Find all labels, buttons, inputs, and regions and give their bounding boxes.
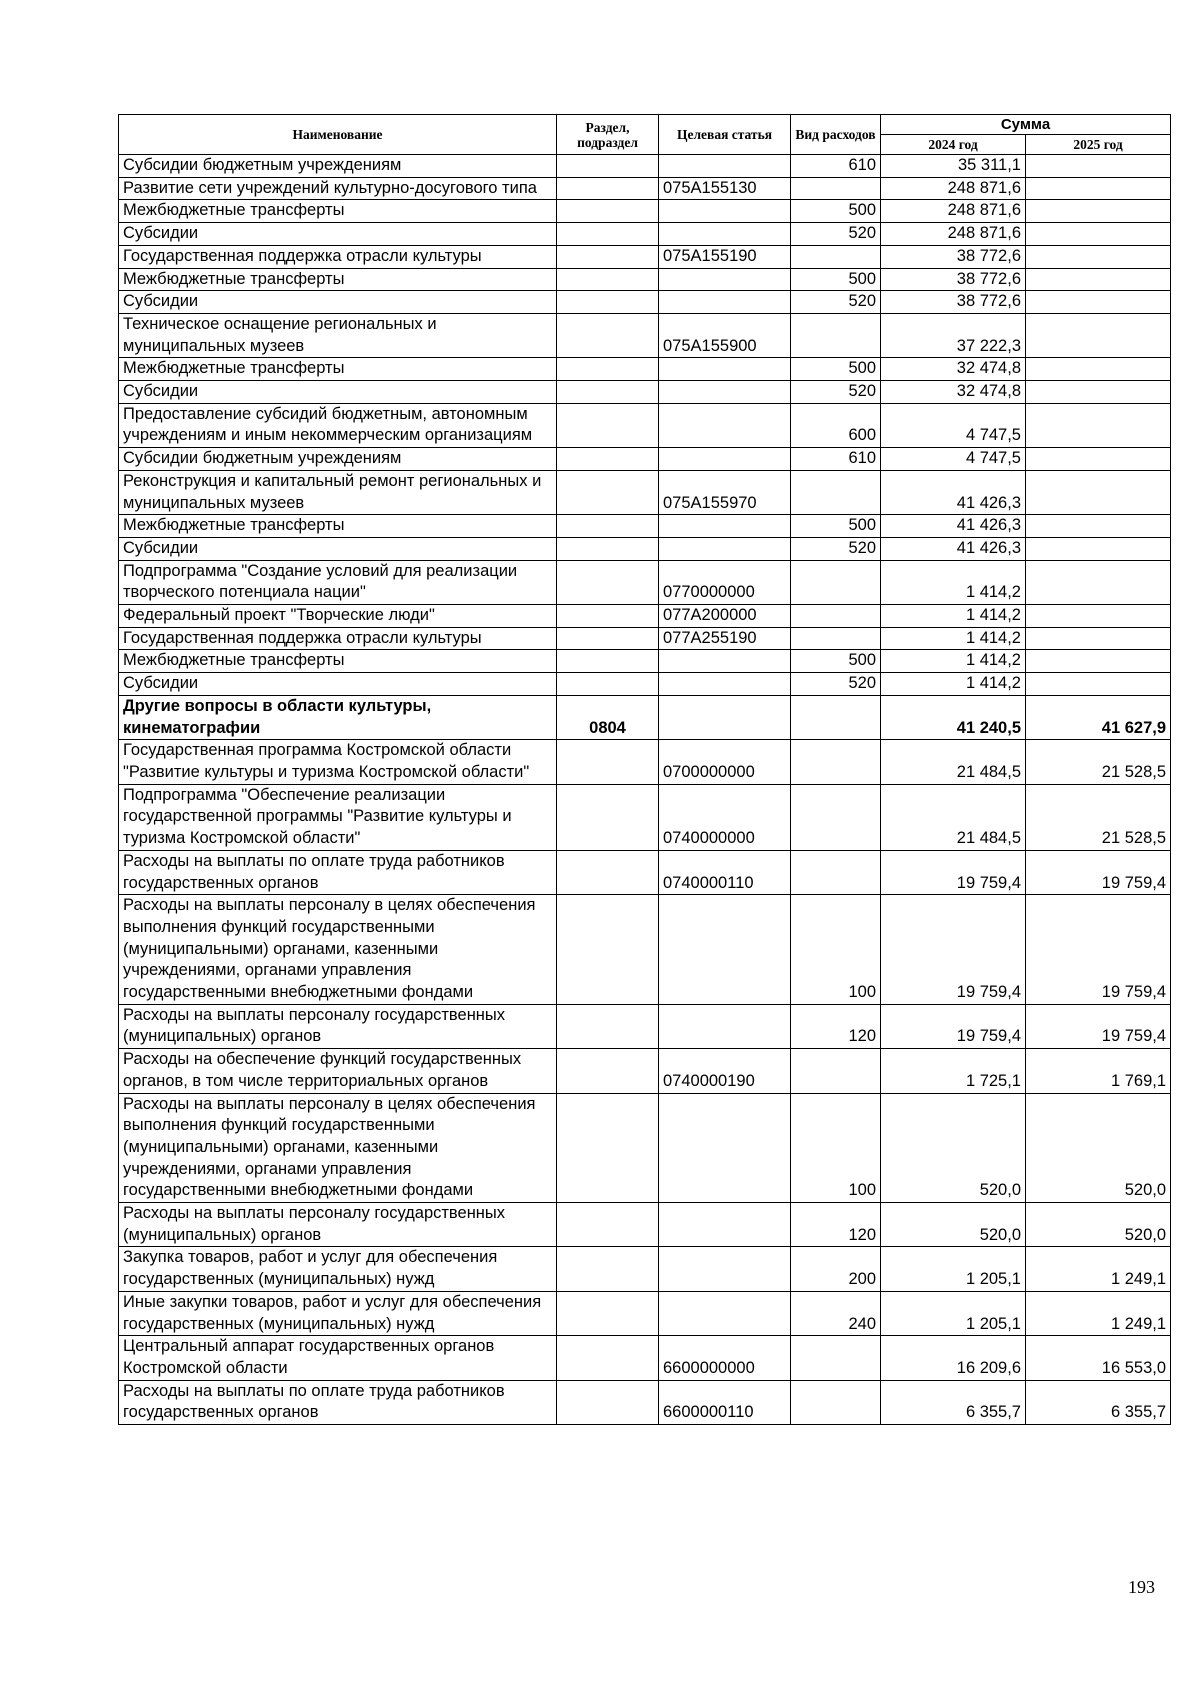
table-row: [119, 1380, 1171, 1424]
cell-target: 0740000190: [659, 1049, 791, 1093]
cell-section: [557, 605, 659, 628]
cell-target: 075A155970: [659, 470, 791, 514]
table-row: [119, 605, 1171, 628]
cell-2025: [1026, 358, 1171, 381]
table-row: [119, 695, 1171, 739]
cell-target: [659, 1203, 791, 1247]
cell-2024: 35 311,1: [881, 155, 1026, 178]
cell-2025: 19 759,4: [1026, 850, 1171, 894]
cell-vid: [791, 177, 881, 200]
cell-section: [557, 313, 659, 357]
page-number: 193: [1128, 1577, 1155, 1597]
cell-2024: 248 871,6: [881, 223, 1026, 246]
cell-name: Субсидии: [119, 223, 557, 246]
header-year-2024: 2024 год: [881, 135, 1026, 155]
cell-section: [557, 784, 659, 850]
cell-name: Государственная поддержка отрасли культуры: [119, 245, 557, 268]
cell-2024: 1 414,2: [881, 673, 1026, 696]
cell-section: [557, 470, 659, 514]
cell-2024: 41 426,3: [881, 470, 1026, 514]
cell-section: [557, 560, 659, 604]
cell-2025: 21 528,5: [1026, 740, 1171, 784]
cell-target: 0740000000: [659, 784, 791, 850]
cell-vid: 520: [791, 223, 881, 246]
cell-target: [659, 1093, 791, 1203]
cell-vid: [791, 1336, 881, 1380]
cell-target: 077A255190: [659, 627, 791, 650]
cell-vid: 240: [791, 1291, 881, 1335]
cell-vid: 100: [791, 1093, 881, 1203]
cell-target: 0770000000: [659, 560, 791, 604]
cell-name: Государственная программа Костромской области "Развитие культуры и туризма Костромской области": [119, 740, 557, 784]
cell-target: [659, 1004, 791, 1048]
cell-target: 0700000000: [659, 740, 791, 784]
cell-2025: [1026, 605, 1171, 628]
cell-vid: [791, 1380, 881, 1424]
cell-2025: 1 249,1: [1026, 1247, 1171, 1291]
cell-name: Межбюджетные трансферты: [119, 268, 557, 291]
cell-2024: 19 759,4: [881, 895, 1026, 1005]
cell-2024: 38 772,6: [881, 245, 1026, 268]
cell-vid: [791, 784, 881, 850]
cell-name: Федеральный проект "Творческие люди": [119, 605, 557, 628]
cell-2025: [1026, 245, 1171, 268]
cell-2024: 1 205,1: [881, 1247, 1026, 1291]
table-row: [119, 850, 1171, 894]
header-vid: Вид расходов: [791, 115, 881, 155]
cell-name: Развитие сети учреждений культурно-досугового типа: [119, 177, 557, 200]
cell-name: Расходы на выплаты персоналу в целях обеспечения выполнения функций государственными (муниципальными) органами, казенными учреждениями, органами управления государственными внебюджетными фондами: [119, 1093, 557, 1203]
cell-target: [659, 1247, 791, 1291]
table-row: [119, 560, 1171, 604]
cell-2025: [1026, 515, 1171, 538]
cell-target: 0740000110: [659, 850, 791, 894]
cell-2024: 32 474,8: [881, 381, 1026, 404]
cell-2024: 21 484,5: [881, 784, 1026, 850]
cell-section: [557, 1380, 659, 1424]
table-row: [119, 1203, 1171, 1247]
cell-section: [557, 291, 659, 314]
cell-name: Расходы на выплаты персоналу государственных (муниципальных) органов: [119, 1203, 557, 1247]
cell-target: [659, 537, 791, 560]
cell-2024: 19 759,4: [881, 850, 1026, 894]
table-row: [119, 223, 1171, 246]
cell-name: Субсидии: [119, 537, 557, 560]
cell-name: Расходы на выплаты по оплате труда работников государственных органов: [119, 1380, 557, 1424]
cell-2024: 520,0: [881, 1093, 1026, 1203]
cell-2025: [1026, 313, 1171, 357]
cell-target: [659, 673, 791, 696]
cell-section: [557, 200, 659, 223]
cell-2024: 1 414,2: [881, 627, 1026, 650]
header-section: Раздел, подраздел: [557, 115, 659, 155]
table-row: [119, 784, 1171, 850]
cell-target: [659, 650, 791, 673]
cell-name: Центральный аппарат государственных органов Костромской области: [119, 1336, 557, 1380]
cell-2024: 37 222,3: [881, 313, 1026, 357]
cell-2025: 520,0: [1026, 1203, 1171, 1247]
cell-target: 075A155190: [659, 245, 791, 268]
cell-vid: [791, 470, 881, 514]
cell-2025: [1026, 381, 1171, 404]
header-sum: Сумма: [881, 115, 1171, 135]
cell-section: [557, 223, 659, 246]
cell-section: [557, 381, 659, 404]
header-target: Целевая статья: [659, 115, 791, 155]
cell-target: [659, 895, 791, 1005]
cell-target: [659, 155, 791, 178]
cell-name: Государственная поддержка отрасли культуры: [119, 627, 557, 650]
cell-vid: [791, 740, 881, 784]
cell-vid: 100: [791, 895, 881, 1005]
table-row: [119, 1093, 1171, 1203]
cell-section: [557, 895, 659, 1005]
cell-2024: 41 426,3: [881, 515, 1026, 538]
table-row: [119, 381, 1171, 404]
table-row: [119, 155, 1171, 178]
cell-section: [557, 740, 659, 784]
cell-name: Межбюджетные трансферты: [119, 200, 557, 223]
cell-2024: 6 355,7: [881, 1380, 1026, 1424]
table-row: [119, 1291, 1171, 1335]
cell-name: Субсидии бюджетным учреждениям: [119, 448, 557, 471]
table-row: [119, 627, 1171, 650]
cell-name: Закупка товаров, работ и услуг для обеспечения государственных (муниципальных) нужд: [119, 1247, 557, 1291]
table-row: [119, 245, 1171, 268]
cell-target: 6600000000: [659, 1336, 791, 1380]
cell-name: Межбюджетные трансферты: [119, 358, 557, 381]
table-row: [119, 1247, 1171, 1291]
cell-2025: [1026, 537, 1171, 560]
cell-2025: [1026, 223, 1171, 246]
table-row: [119, 177, 1171, 200]
cell-vid: [791, 695, 881, 739]
cell-vid: 500: [791, 200, 881, 223]
cell-2025: [1026, 650, 1171, 673]
table-row: [119, 740, 1171, 784]
table-header: [119, 115, 1171, 155]
cell-2024: 21 484,5: [881, 740, 1026, 784]
cell-section: [557, 1203, 659, 1247]
cell-2025: 19 759,4: [1026, 1004, 1171, 1048]
cell-target: [659, 448, 791, 471]
cell-vid: 500: [791, 515, 881, 538]
header-year-2025: 2025 год: [1026, 135, 1171, 155]
table-body: [119, 155, 1171, 1425]
cell-vid: 520: [791, 381, 881, 404]
cell-section: [557, 515, 659, 538]
cell-2025: [1026, 560, 1171, 604]
cell-2025: 520,0: [1026, 1093, 1171, 1203]
cell-2024: 4 747,5: [881, 403, 1026, 447]
table-row: [119, 650, 1171, 673]
cell-name: Расходы на выплаты персоналу государственных (муниципальных) органов: [119, 1004, 557, 1048]
cell-name: Реконструкция и капитальный ремонт региональных и муниципальных музеев: [119, 470, 557, 514]
cell-target: [659, 223, 791, 246]
cell-2025: [1026, 403, 1171, 447]
table-row: [119, 537, 1171, 560]
cell-name: Техническое оснащение региональных и муниципальных музеев: [119, 313, 557, 357]
cell-vid: 520: [791, 537, 881, 560]
cell-2025: [1026, 177, 1171, 200]
cell-2024: 16 209,6: [881, 1336, 1026, 1380]
cell-target: 075A155900: [659, 313, 791, 357]
cell-2024: 1 414,2: [881, 560, 1026, 604]
cell-2025: 6 355,7: [1026, 1380, 1171, 1424]
cell-section: [557, 1093, 659, 1203]
cell-2025: [1026, 673, 1171, 696]
cell-target: [659, 291, 791, 314]
table-row: [119, 515, 1171, 538]
cell-section: [557, 1291, 659, 1335]
cell-2025: [1026, 291, 1171, 314]
cell-2025: 41 627,9: [1026, 695, 1171, 739]
cell-name: Межбюджетные трансферты: [119, 515, 557, 538]
cell-target: [659, 1291, 791, 1335]
cell-name: Расходы на выплаты по оплате труда работников государственных органов: [119, 850, 557, 894]
header-name: Наименование: [119, 115, 557, 155]
cell-target: [659, 403, 791, 447]
table-row: [119, 268, 1171, 291]
cell-name: Предоставление субсидий бюджетным, автономным учреждениям и иным некоммерческим организациям: [119, 403, 557, 447]
cell-2025: 19 759,4: [1026, 895, 1171, 1005]
cell-name: Межбюджетные трансферты: [119, 650, 557, 673]
cell-2024: 4 747,5: [881, 448, 1026, 471]
cell-name: Субсидии: [119, 291, 557, 314]
cell-2024: 1 414,2: [881, 650, 1026, 673]
cell-vid: 120: [791, 1203, 881, 1247]
cell-section: [557, 650, 659, 673]
cell-vid: 600: [791, 403, 881, 447]
cell-2024: 248 871,6: [881, 200, 1026, 223]
cell-2024: 520,0: [881, 1203, 1026, 1247]
cell-vid: [791, 245, 881, 268]
cell-vid: 120: [791, 1004, 881, 1048]
cell-name: Подпрограмма "Создание условий для реализации творческого потенциала нации": [119, 560, 557, 604]
cell-2025: [1026, 448, 1171, 471]
cell-section: [557, 627, 659, 650]
cell-2025: 1 769,1: [1026, 1049, 1171, 1093]
cell-2025: 16 553,0: [1026, 1336, 1171, 1380]
cell-section: [557, 673, 659, 696]
cell-2024: 41 426,3: [881, 537, 1026, 560]
table-row: [119, 673, 1171, 696]
cell-vid: [791, 313, 881, 357]
cell-section: [557, 1247, 659, 1291]
cell-name: Подпрограмма "Обеспечение реализации государственной программы "Развитие культуры и туризма Костромской области": [119, 784, 557, 850]
cell-name: Другие вопросы в области культуры, кинематографии: [119, 695, 557, 739]
table-row: [119, 1049, 1171, 1093]
cell-2024: 1 725,1: [881, 1049, 1026, 1093]
cell-2025: 21 528,5: [1026, 784, 1171, 850]
cell-vid: [791, 627, 881, 650]
cell-section: [557, 177, 659, 200]
cell-section: 0804: [557, 695, 659, 739]
cell-vid: [791, 605, 881, 628]
cell-name: Субсидии бюджетным учреждениям: [119, 155, 557, 178]
cell-target: [659, 515, 791, 538]
table-row: [119, 313, 1171, 357]
cell-2024: 1 205,1: [881, 1291, 1026, 1335]
cell-section: [557, 268, 659, 291]
cell-2025: [1026, 268, 1171, 291]
cell-section: [557, 1336, 659, 1380]
cell-section: [557, 403, 659, 447]
cell-2025: 1 249,1: [1026, 1291, 1171, 1335]
table-row: [119, 1336, 1171, 1380]
table-row: [119, 403, 1171, 447]
cell-vid: 610: [791, 155, 881, 178]
table-row: [119, 1004, 1171, 1048]
cell-2024: 1 414,2: [881, 605, 1026, 628]
cell-name: Иные закупки товаров, работ и услуг для обеспечения государственных (муниципальных) нужд: [119, 1291, 557, 1335]
cell-2024: 38 772,6: [881, 268, 1026, 291]
cell-target: [659, 358, 791, 381]
cell-section: [557, 245, 659, 268]
cell-2024: 38 772,6: [881, 291, 1026, 314]
cell-vid: 500: [791, 268, 881, 291]
cell-vid: 200: [791, 1247, 881, 1291]
table-row: [119, 291, 1171, 314]
cell-vid: [791, 560, 881, 604]
cell-2024: 41 240,5: [881, 695, 1026, 739]
table-row: [119, 200, 1171, 223]
cell-section: [557, 358, 659, 381]
cell-2024: 248 871,6: [881, 177, 1026, 200]
cell-name: Расходы на выплаты персоналу в целях обеспечения выполнения функций государственными (муниципальными) органами, казенными учреждениями, органами управления государственными внебюджетными фондами: [119, 895, 557, 1005]
cell-2025: [1026, 470, 1171, 514]
cell-target: [659, 381, 791, 404]
cell-2024: 32 474,8: [881, 358, 1026, 381]
cell-2025: [1026, 155, 1171, 178]
budget-table: [118, 114, 1171, 1425]
cell-target: [659, 268, 791, 291]
table-row: [119, 470, 1171, 514]
cell-name: Субсидии: [119, 673, 557, 696]
cell-vid: 520: [791, 673, 881, 696]
cell-2024: 19 759,4: [881, 1004, 1026, 1048]
cell-section: [557, 537, 659, 560]
cell-section: [557, 1004, 659, 1048]
cell-name: Расходы на обеспечение функций государственных органов, в том числе территориальных органов: [119, 1049, 557, 1093]
cell-vid: 610: [791, 448, 881, 471]
cell-target: 077A200000: [659, 605, 791, 628]
cell-section: [557, 155, 659, 178]
cell-vid: 520: [791, 291, 881, 314]
cell-vid: 500: [791, 650, 881, 673]
table-row: [119, 358, 1171, 381]
cell-section: [557, 850, 659, 894]
cell-target: [659, 200, 791, 223]
cell-vid: [791, 850, 881, 894]
cell-name: Субсидии: [119, 381, 557, 404]
cell-target: [659, 695, 791, 739]
cell-section: [557, 448, 659, 471]
table-row: [119, 895, 1171, 1005]
cell-target: 6600000110: [659, 1380, 791, 1424]
cell-vid: 500: [791, 358, 881, 381]
cell-2025: [1026, 627, 1171, 650]
cell-target: 075A155130: [659, 177, 791, 200]
cell-2025: [1026, 200, 1171, 223]
cell-vid: [791, 1049, 881, 1093]
cell-section: [557, 1049, 659, 1093]
table-row: [119, 448, 1171, 471]
